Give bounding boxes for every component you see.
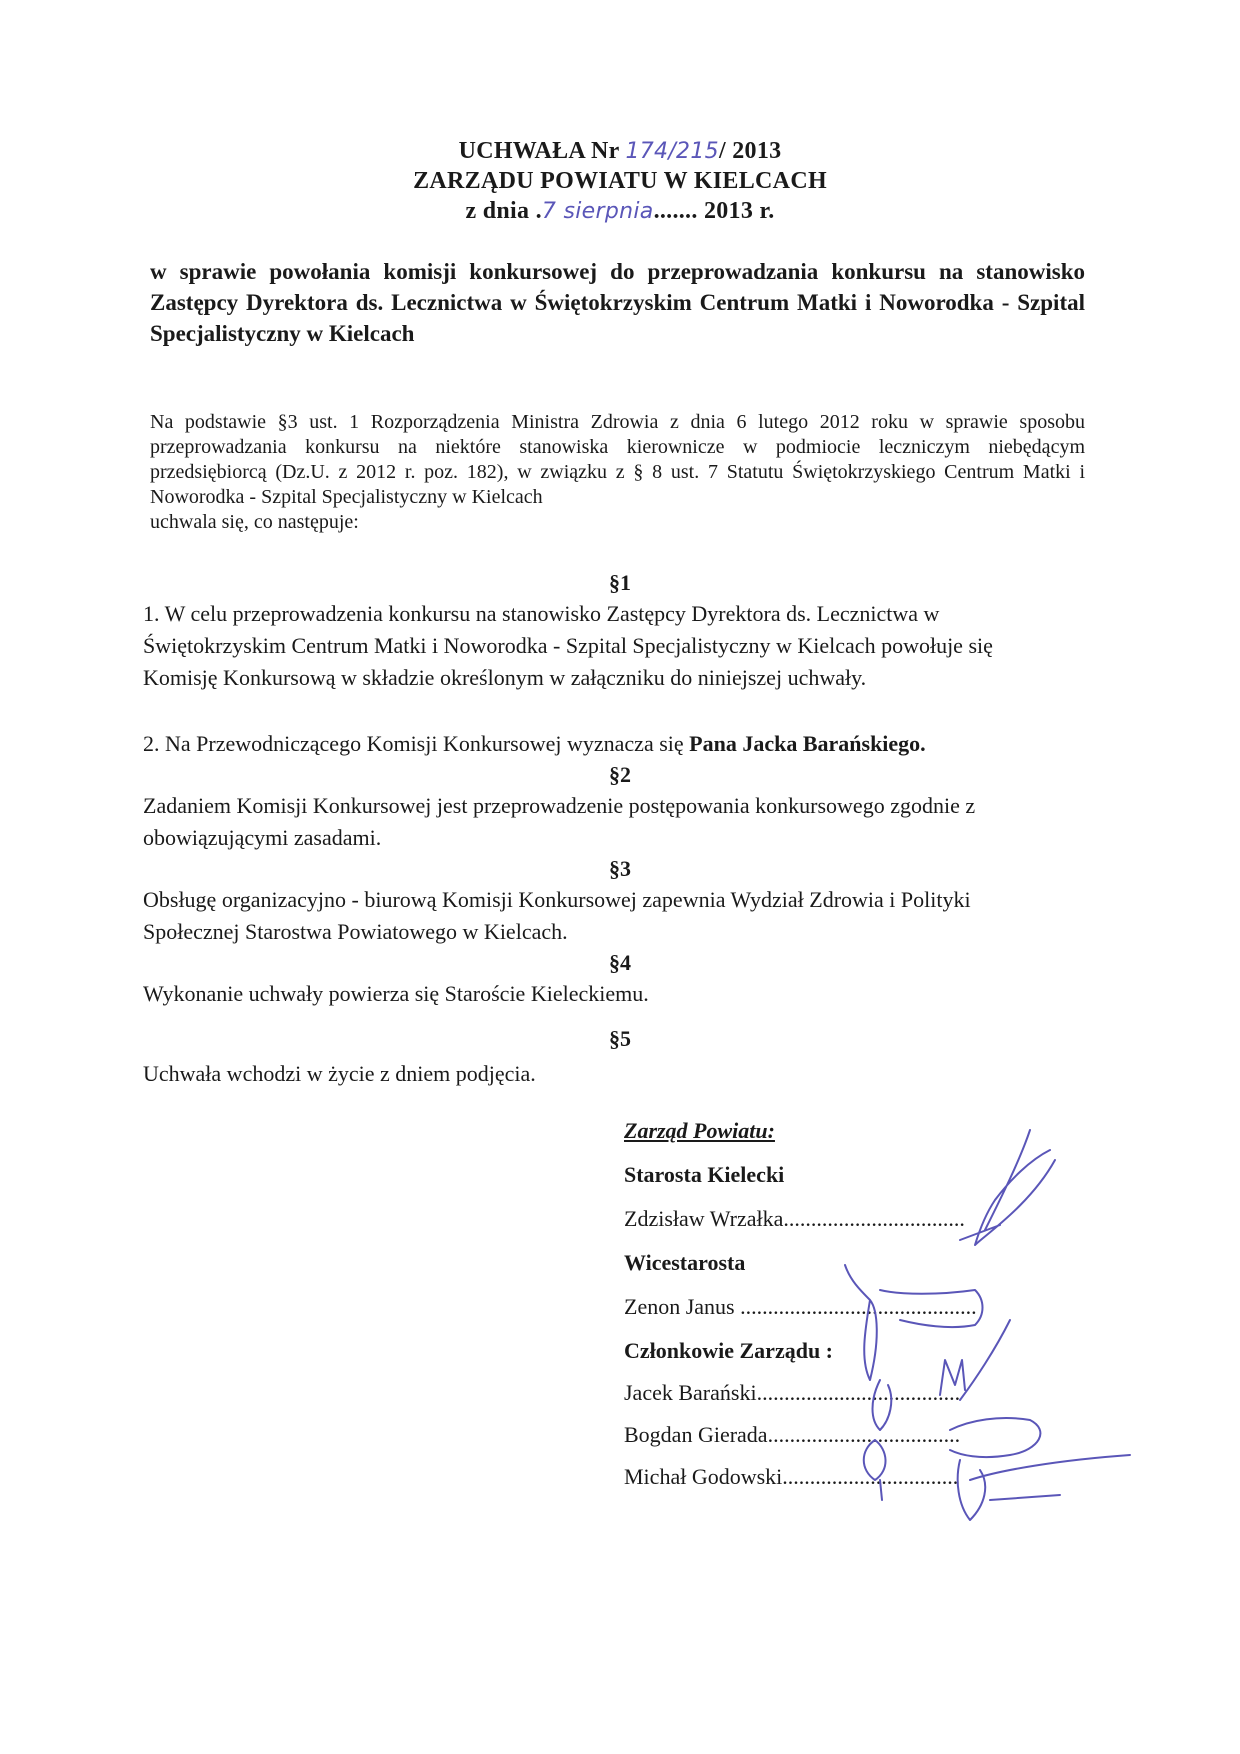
section-4-mark: §4 xyxy=(609,950,631,975)
signature-dots: ..................................... xyxy=(756,1380,961,1405)
board-heading: Zarząd Powiatu: xyxy=(624,1118,775,1143)
member-3-name: Michał Godowski xyxy=(624,1464,783,1489)
member-1-name: Jacek Barański xyxy=(624,1380,757,1405)
handwritten-number: 174/215 xyxy=(625,139,719,164)
signature-dots: ........................................... xyxy=(734,1294,977,1319)
section-1-mark: §1 xyxy=(609,570,631,595)
section-2-mark: §2 xyxy=(609,762,631,787)
resolution-year: / 2013 xyxy=(718,138,782,164)
legal-basis-text: Na podstawie §3 ust. 1 Rozporządzenia Ministra Zdrowia z dnia 6 lutego 2012 roku w sprawie sposobu przeprowadzania konkursu na niektóre stanowiska kierownicze w podmiocie leczniczym niebędącym przedsiębiorcą (Dz.U. z 2012 r. poz. 182), w związku z § 8 ust. 7 Statutu Świętokrzyskiego Centrum Matki i Noworodka - Szpital Specjalistyczny w Kielcach xyxy=(150,411,1085,508)
signature-starosta xyxy=(960,1130,1055,1245)
section-2-text: Zadaniem Komisji Konkursowej jest przeprowadzenie postępowania konkursowego zgodnie z obowiązującymi zasadami. xyxy=(143,793,976,850)
resolution-number-prefix: UCHWAŁA Nr xyxy=(458,138,626,164)
chairman-name: Pana Jacka Barańskiego. xyxy=(689,731,926,756)
signature-member-1 xyxy=(873,1320,1011,1430)
date-prefix: z dnia . xyxy=(465,198,542,224)
section-5-text: Uchwała wchodzi w życie z dniem podjęcia. xyxy=(143,1061,536,1086)
signature-dots: ................................. xyxy=(783,1206,965,1231)
signature-dots: ................................ xyxy=(782,1464,959,1489)
legal-basis-closing: uchwala się, co następuje: xyxy=(150,511,359,533)
starosta-name: Zdzisław Wrzałka xyxy=(624,1206,784,1231)
member-2-name: Bogdan Gierada xyxy=(624,1422,768,1447)
signature-member-3 xyxy=(958,1455,1130,1520)
signature-dots: ................................... xyxy=(767,1422,961,1447)
issuing-body: ZARZĄDU POWIATU W KIELCACH xyxy=(413,168,827,194)
section-4-text: Wykonanie uchwały powierza się Staroście Kieleckiemu. xyxy=(143,981,649,1006)
starosta-title: Starosta Kielecki xyxy=(624,1162,785,1187)
handwritten-date: 7 sierpnia xyxy=(541,199,654,224)
section-3-text: Obsługę organizacyjno - biurową Komisji Konkursowej zapewnia Wydział Zdrowia i Polityki Społecznej Starostwa Powiatowego w Kielcach. xyxy=(143,887,971,944)
date-suffix: ....... 2013 r. xyxy=(653,198,775,224)
wicestarosta-name: Zenon Janus xyxy=(624,1294,735,1319)
section-5-mark: §5 xyxy=(609,1026,631,1051)
section-1-item-2-text: 2. Na Przewodniczącego Komisji Konkursowej wyznacza się xyxy=(143,731,690,756)
wicestarosta-title: Wicestarosta xyxy=(624,1250,746,1275)
section-1-item-1: 1. W celu przeprowadzenia konkursu na stanowisko Zastępcy Dyrektora ds. Lecznictwa w Świętokrzyskim Centrum Matki i Noworodka - Szpital Specjalistyczny w Kielcach powołuje się Komisję Konkursową w składzie określonym w załączniku do niniejszej uchwały. xyxy=(143,601,993,690)
section-3-mark: §3 xyxy=(609,856,631,881)
signature-member-2 xyxy=(864,1418,1041,1500)
members-title: Członkowie Zarządu : xyxy=(624,1338,833,1363)
resolution-subject: w sprawie powołania komisji konkursowej do przeprowadzania konkursu na stanowisko Zastępcy Dyrektora ds. Lecznictwa w Świętokrzyskim Centrum Matki i Noworodka - Szpital Specjalistyczny w Kielcach xyxy=(150,259,1085,346)
